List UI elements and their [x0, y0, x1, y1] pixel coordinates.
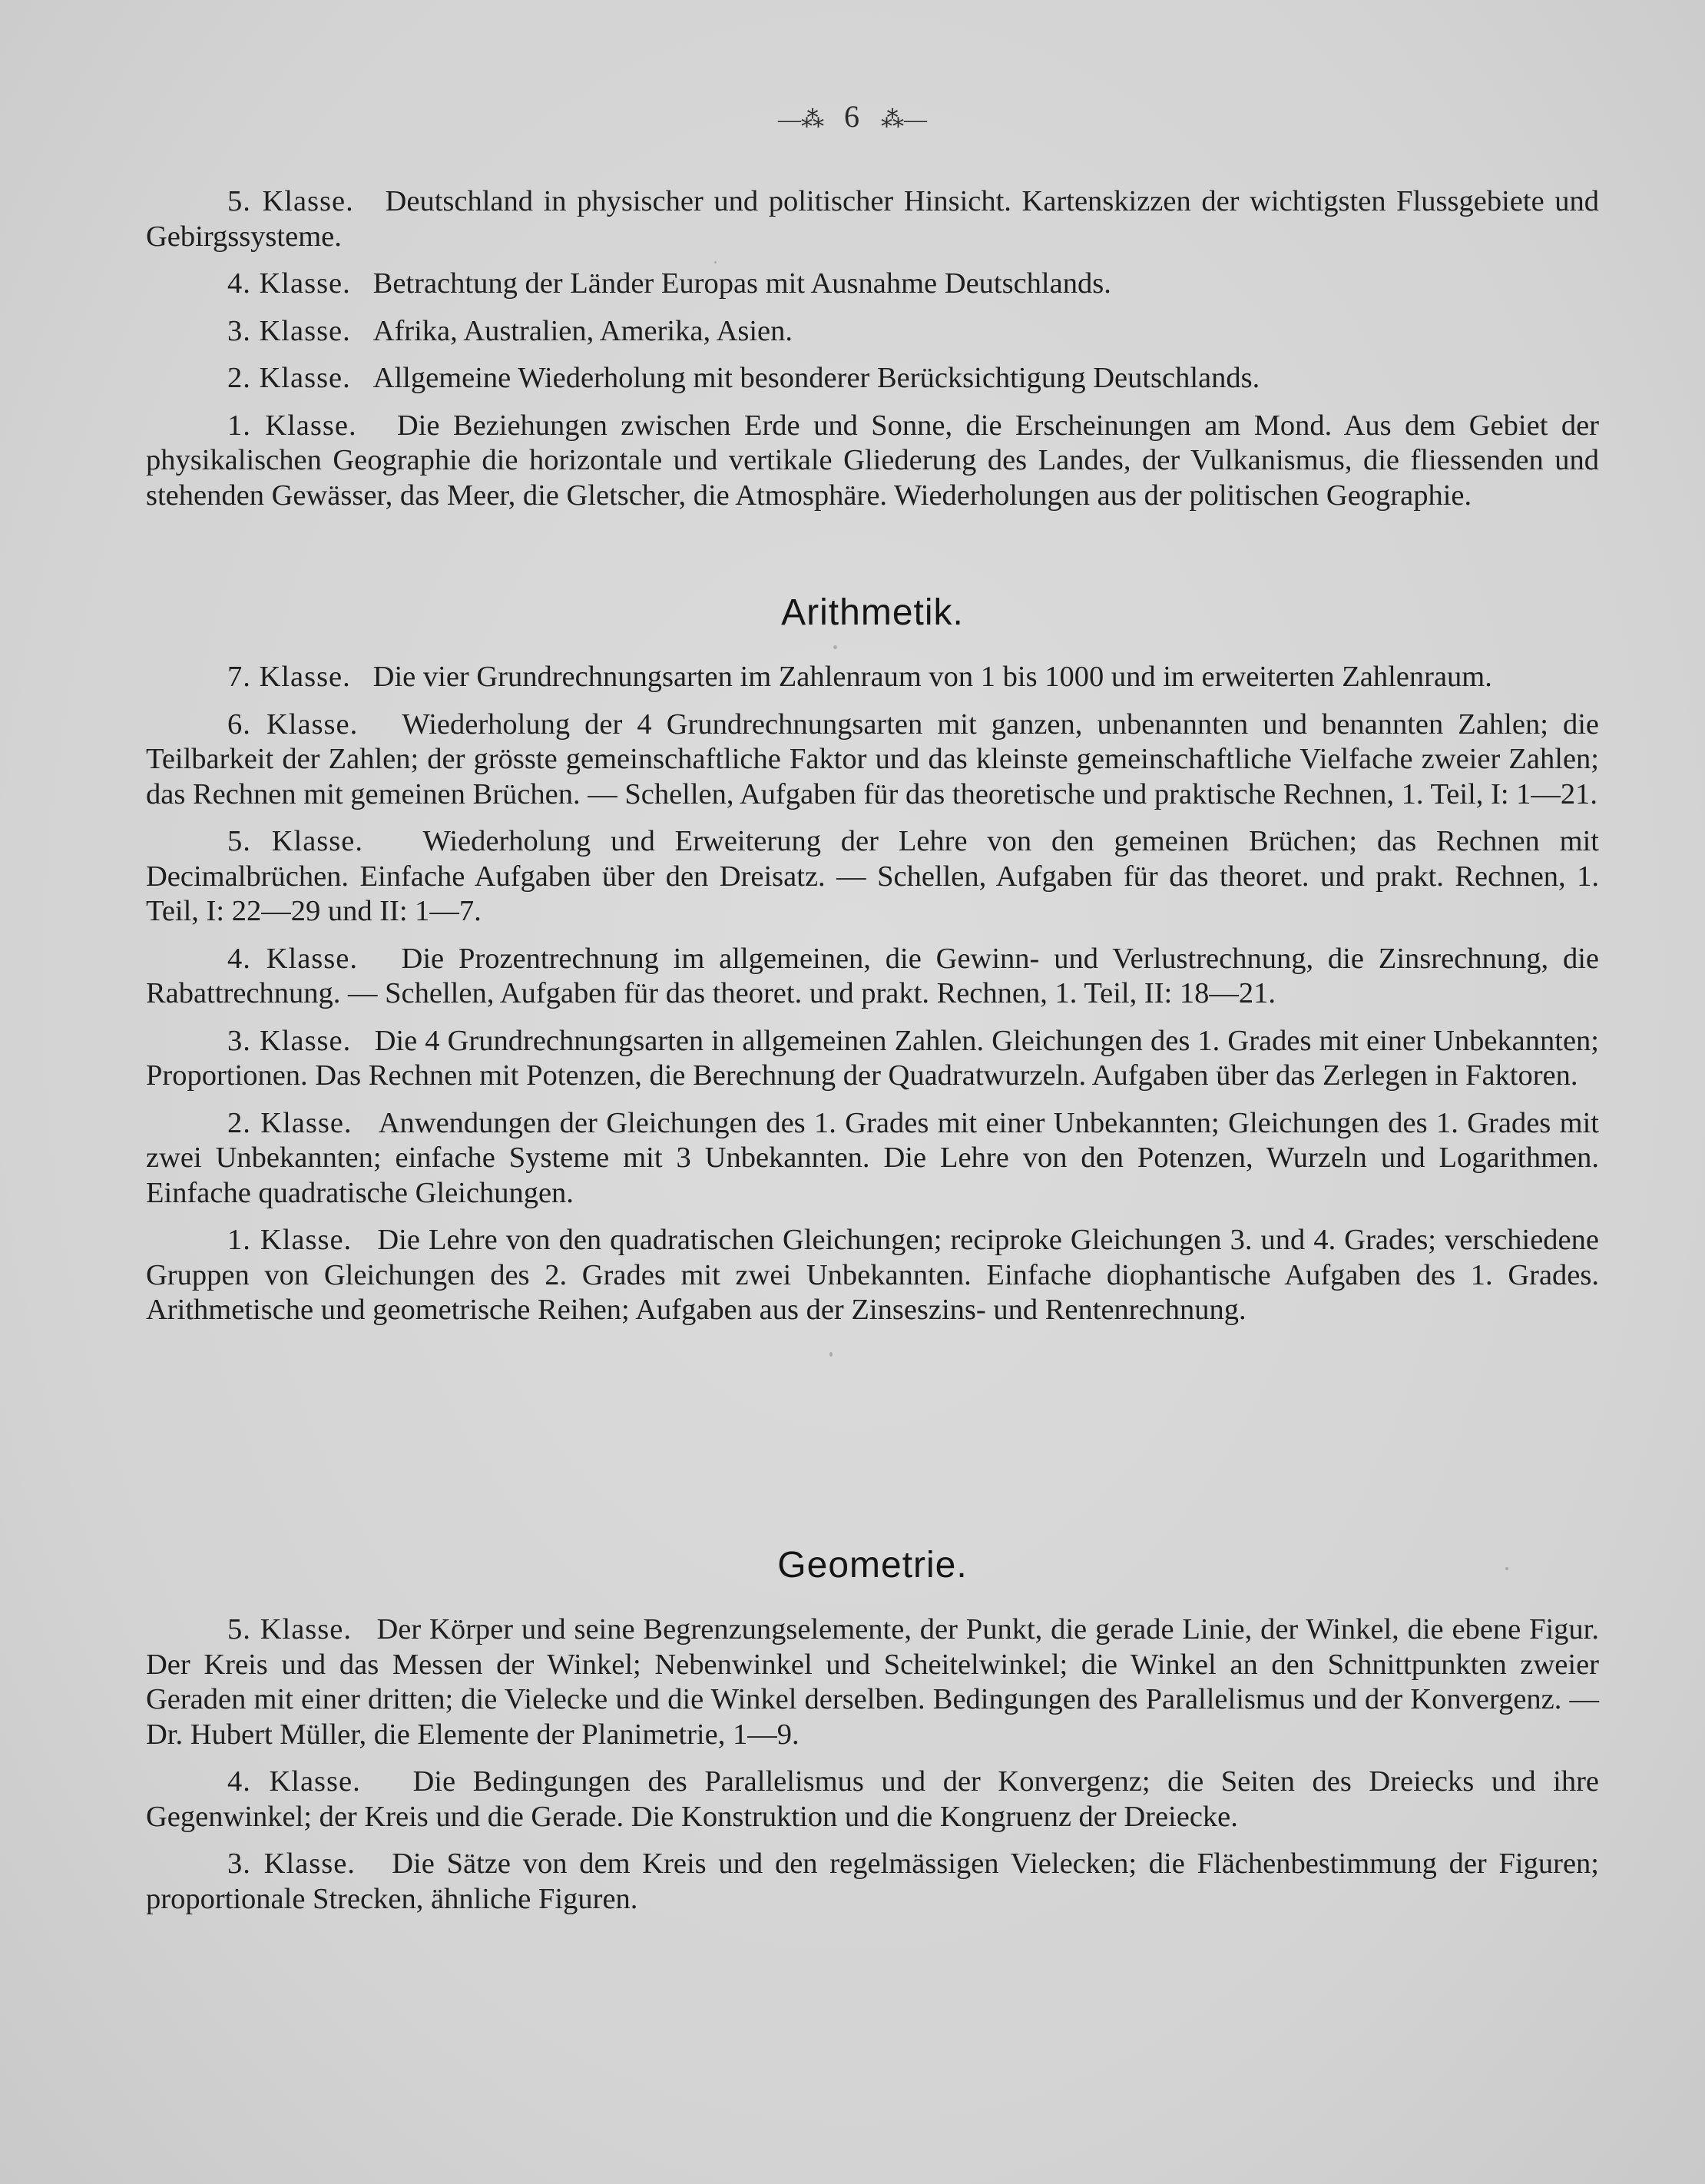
paragraph-text: Die Bedingungen des Parallelismus und der Konvergenz; die Seiten des Dreiecks und ihre Gegenwinkel; der Kreis und die Gerade. Die Konstruktion und die Kongruenz der Dreiecke. [146, 1765, 1599, 1833]
scan-speck [714, 261, 717, 263]
page-number: 6 [844, 99, 861, 134]
geometrie-paragraph [146, 1612, 1599, 1752]
geometrie-paragraph [146, 1765, 1599, 1834]
klasse-label: 4. Klasse. [227, 267, 351, 300]
klasse-label: 5. Klasse. [227, 1613, 352, 1645]
klasse-label: 3. Klasse. [227, 1024, 352, 1057]
paragraph-text: Afrika, Australien, Amerika, Asien. [372, 314, 793, 347]
scan-speck [1505, 1567, 1508, 1570]
geography-paragraph [146, 314, 1599, 350]
klasse-label: 1. Klasse. [227, 1224, 353, 1256]
klasse-label: 1. Klasse. [227, 409, 357, 442]
arithmetik-paragraph [146, 824, 1599, 930]
paragraph-text: Die 4 Grundrechnungsarten in allgemeinen Zahlen. Gleichungen des 1. Grades mit einer Unbekannten; Proportionen. Das Rechnen mit Potenzen, die Berechnung der Quadratwurzeln. Aufgaben über das Zerlegen in Faktoren. [146, 1024, 1600, 1092]
paragraph-text: Betrachtung der Länder Europas mit Ausnahme Deutschlands. [372, 267, 1111, 300]
geography-paragraph [146, 361, 1599, 396]
arithmetik-paragraph [146, 708, 1599, 813]
arithmetik-heading: Arithmetik. [781, 592, 964, 633]
klasse-label: 5. Klasse. [227, 185, 354, 217]
klasse-label: 3. Klasse. [227, 314, 351, 347]
header-ornament-left: —⁂ [778, 107, 824, 132]
klasse-label: 4. Klasse. [227, 1765, 361, 1798]
klasse-label: 2. Klasse. [227, 362, 351, 394]
klasse-label: 4. Klasse. [227, 942, 358, 975]
klasse-label: 2. Klasse. [227, 1106, 353, 1139]
klasse-label: 6. Klasse. [227, 708, 359, 741]
paragraph-text: Deutschland in physischer und politischer Hinsicht. Kartenskizzen der wichtigsten Flussgebiete und Gebirgssysteme. [146, 185, 1600, 253]
page-header [0, 98, 1705, 134]
geometrie-heading: Geometrie. [777, 1545, 968, 1586]
geography-paragraph [146, 184, 1599, 254]
arithmetik-paragraph [146, 1223, 1599, 1328]
scan-speck [829, 1352, 833, 1357]
geometrie-section [146, 1544, 1599, 1929]
klasse-label: 7. Klasse. [227, 661, 351, 693]
paragraph-text: Allgemeine Wiederholung mit besonderer Berücksichtigung Deutschlands. [372, 362, 1260, 394]
geometrie-paragraph [146, 1847, 1599, 1917]
paragraph-text: Die Beziehungen zwischen Erde und Sonne, die Erscheinungen am Mond. Aus dem Gebiet der physikalischen Geographie die horizontale und vertikale Gliederung des Landes, der Vulkanismus, die fliessenden und stehenden Gewässer, das Meer, die Gletscher, die Atmosphäre. Wiederholungen aus der politischen Geographie. [146, 409, 1599, 512]
arithmetik-paragraph [146, 660, 1599, 695]
paragraph-text: Wiederholung der 4 Grundrechnungsarten mit ganzen, unbenannten und benannten Zahlen; die Teilbarkeit der Zahlen; der grösste gemeinschaftliche Faktor und das kleinste gemeinschaftliche Vielfache zweier Zahlen; das Rechnen mit gemeinen Brüchen. — Schellen, Aufgaben für das theoretische und praktische Rechnen, 1. Teil, I: 1—21. [146, 708, 1599, 810]
arithmetik-section [146, 592, 1599, 1341]
arithmetik-paragraph [146, 1024, 1599, 1094]
paragraph-text: Die vier Grundrechnungsarten im Zahlenraum von 1 bis 1000 und im erweiterten Zahlenraum. [372, 661, 1492, 693]
klasse-label: 5. Klasse. [227, 825, 363, 857]
paragraph-text: Der Körper und seine Begrenzungselemente, der Punkt, die gerade Linie, der Winkel, die ebene Figur. Der Kreis und das Messen der Winkel; Nebenwinkel und Scheitelwinkel; die Winkel an den Schnittpunkten zweier Geraden mit einer dritten; die Vielecke und die Winkel derselben. Bedingungen des Parallelismus und der Konvergenz. — Dr. Hubert Müller, die Elemente der Planimetrie, 1—9. [146, 1613, 1599, 1751]
geography-paragraph [146, 267, 1599, 302]
paragraph-text: Die Prozentrechnung im allgemeinen, die Gewinn- und Verlustrechnung, die Zinsrechnung, die Rabattrechnung. — Schellen, Aufgaben für das theoret. und prakt. Rechnen, 1. Teil, II: 18—21. [146, 942, 1599, 1009]
scan-speck [833, 645, 837, 649]
geography-section [146, 184, 1599, 525]
arithmetik-paragraph [146, 1106, 1599, 1211]
paragraph-text: Wiederholung und Erweiterung der Lehre von den gemeinen Brüchen; das Rechnen mit Decimalbrüchen. Einfache Aufgaben über den Dreisatz. — Schellen, Aufgaben für das theoret. und prakt. Rechnen, 1. Teil, I: 22—29 und II: 1—7. [146, 825, 1599, 927]
header-ornament-right: ⁂— [881, 107, 927, 132]
klasse-label: 3. Klasse. [227, 1848, 356, 1880]
geography-paragraph [146, 409, 1599, 514]
paragraph-text: Die Sätze von dem Kreis und den regelmässigen Vielecken; die Flächenbestimmung der Figuren; proportionale Strecken, ähnliche Figuren. [146, 1848, 1599, 1915]
arithmetik-paragraph [146, 942, 1599, 1012]
paragraph-text: Die Lehre von den quadratischen Gleichungen; reciproke Gleichungen 3. und 4. Grades; verschiedene Gruppen von Gleichungen des 2. Grades mit zwei Unbekannten. Einfache diophantische Aufgaben des 1. Grades. Arithmetische und geometrische Reihen; Aufgaben aus der Zinseszins- und Rentenrechnung. [146, 1224, 1599, 1326]
paragraph-text: Anwendungen der Gleichungen des 1. Grades mit einer Unbekannten; Gleichungen des 1. Grades mit zwei Unbekannten; einfache Systeme mit 3 Unbekannten. Die Lehre von den Potenzen, Wurzeln und Logarithmen. Einfache quadratische Gleichungen. [146, 1106, 1600, 1209]
